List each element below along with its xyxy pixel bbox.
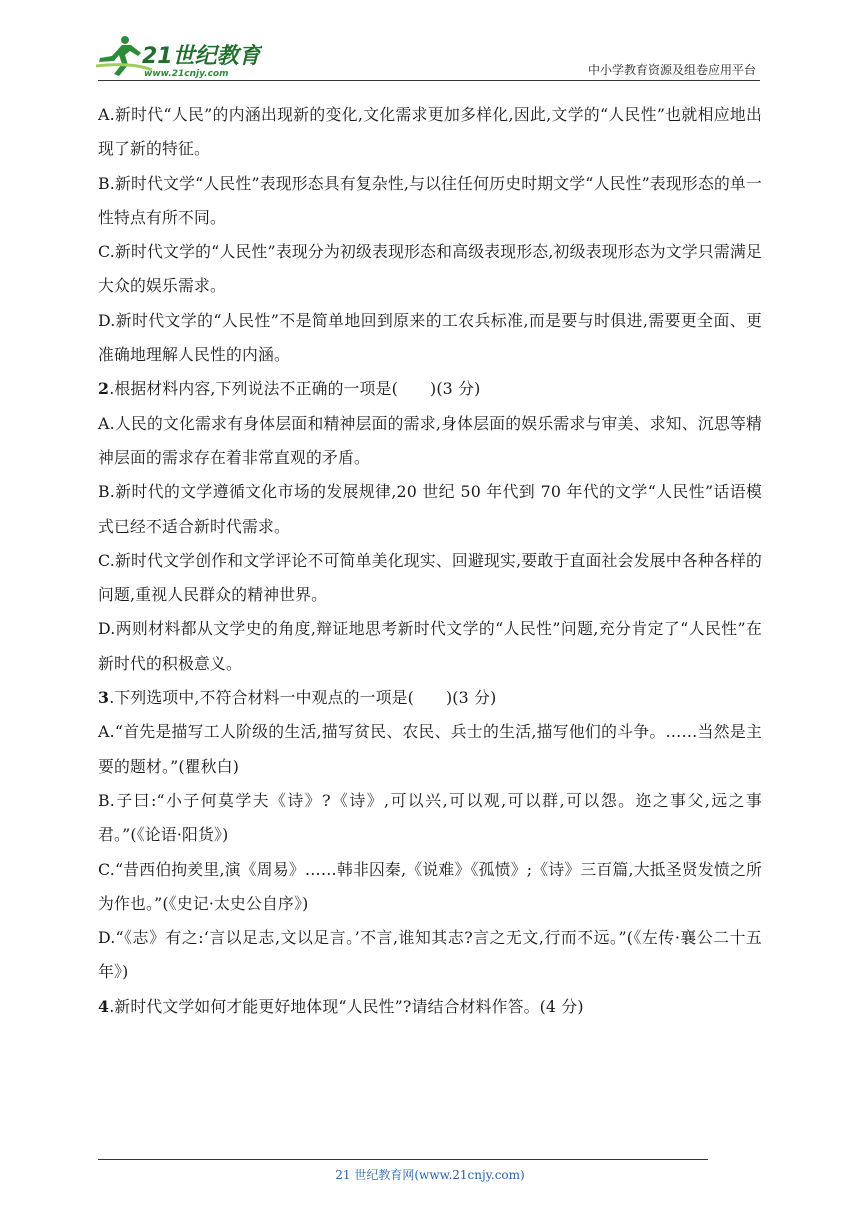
question-content xyxy=(98,98,762,1024)
q4-number: 4 xyxy=(98,996,110,1016)
q3-option-d: D.“《志》有之:‘言以足志,文以足言。’不言,谁知其志?言之无文,行而不远。”(《左传·襄公二十五年》) xyxy=(98,928,762,982)
q3-number: 3 xyxy=(98,688,110,708)
q2-stem xyxy=(98,372,762,406)
logo-wordmark: 21世纪教育 xyxy=(142,44,261,69)
q2-option-c: C.新时代文学创作和文学评论不可简单美化现实、回避现实,要敢于直面社会发展中各种各样的问题,重视人民群众的精神世界。 xyxy=(98,550,762,605)
runner-logo-icon xyxy=(92,34,262,80)
header-divider xyxy=(98,80,760,81)
platform-name: 中小学教育资源及组卷应用平台 xyxy=(587,63,756,77)
q3-stem-text: .下列选项中,不符合材料一中观点的一项是( )(3 分) xyxy=(109,688,497,708)
q2-stem-text: .根据材料内容,下列说法不正确的一项是( )(3 分) xyxy=(109,379,481,399)
q4-stem xyxy=(98,990,762,1024)
footer-link[interactable]: 21 世纪教育网(www.21cnjy.com) xyxy=(335,1168,525,1182)
q3-option-a: A.“首先是描写工人阶级的生活,描写贫民、农民、兵士的生活,描写他们的斗争。……当然是主要的题材。”(瞿秋白) xyxy=(98,722,762,776)
q1-option-b: B.新时代文学“人民性”表现形态具有复杂性,与以往任何历史时期文学“人民性”表现形态的单一性特点有所不同。 xyxy=(98,173,762,227)
site-logo[interactable] xyxy=(92,34,262,80)
q1-option-c: C.新时代文学的“人民性”表现分为初级表现形态和高级表现形态,初级表现形态为文学只需满足大众的娱乐需求。 xyxy=(98,242,762,296)
q1-option-a: A.新时代“人民”的内涵出现新的变化,文化需求更加多样化,因此,文学的“人民性”也就相应地出现了新的特征。 xyxy=(98,105,762,159)
logo-url: www.21cnjy.com xyxy=(144,69,229,79)
q2-option-d: D.两则材料都从文学史的角度,辩证地思考新时代文学的“人民性”问题,充分肯定了“人民性”在新时代的积极意义。 xyxy=(98,619,762,673)
q3-stem xyxy=(98,681,762,715)
page-header xyxy=(0,0,860,90)
q3-option-c: C.“昔西伯拘羑里,演《周易》……韩非囚秦,《说难》《孤愤》;《诗》三百篇,大抵圣贤发愤之所为作也。”(《史记·太史公自序》) xyxy=(98,859,762,913)
footer-divider xyxy=(98,1159,708,1160)
q3-option-b: B.子曰:“小子何莫学夫《诗》?《诗》,可以兴,可以观,可以群,可以怨。迩之事父,远之事君。”(《论语·阳货》) xyxy=(98,790,762,845)
q2-option-b: B.新时代的文学遵循文化市场的发展规律,20 世纪 50 年代到 70 年代的文学“人民性”话语模式已经不适合新时代需求。 xyxy=(98,482,762,536)
q2-option-a: A.人民的文化需求有身体层面和精神层面的需求,身体层面的娱乐需求与审美、求知、沉思等精神层面的需求存在着非常直观的矛盾。 xyxy=(98,413,762,467)
q1-option-d: D.新时代文学的“人民性”不是简单地回到原来的工农兵标准,而是要与时俱进,需要更全面、更准确地理解人民性的内涵。 xyxy=(98,310,762,365)
q2-number: 2 xyxy=(98,379,110,399)
q4-stem-text: .新时代文学如何才能更好地体现“人民性”?请结合材料作答。(4 分) xyxy=(109,996,584,1016)
